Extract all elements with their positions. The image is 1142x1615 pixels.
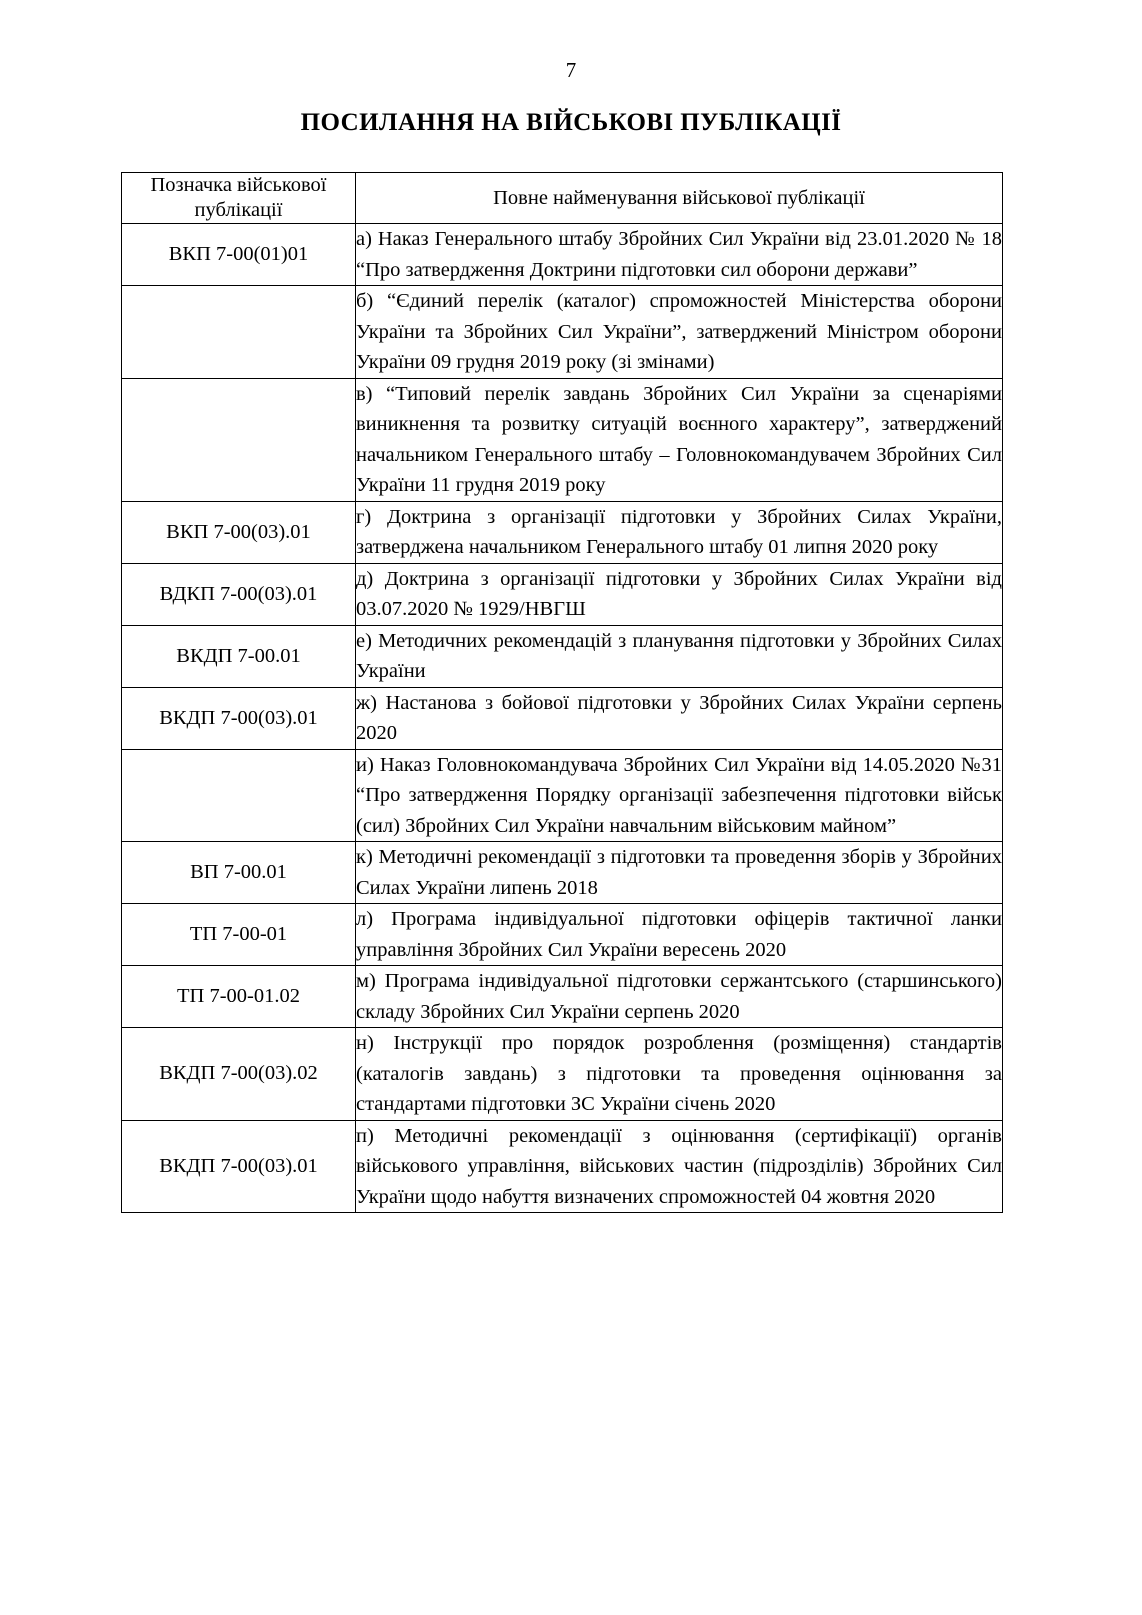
publication-code-cell: ВКП 7-00(03).01 (122, 501, 356, 563)
publication-name-cell (356, 749, 1003, 842)
table-row (122, 286, 1003, 379)
publication-name-cell (356, 224, 1003, 286)
table-row (122, 563, 1003, 625)
publication-code-cell: ВКДП 7-00(03).01 (122, 687, 356, 749)
page-number: 7 (565, 58, 577, 82)
publication-code-cell (122, 286, 356, 379)
table-row (122, 842, 1003, 904)
publication-name-cell (356, 286, 1003, 379)
publication-code-cell: ТП 7-00-01 (122, 904, 356, 966)
table-body (122, 224, 1003, 1213)
publication-name-cell (356, 625, 1003, 687)
publication-code-cell (122, 749, 356, 842)
publication-name-text: б) “Єдиний перелік (каталог) спроможностей Міністерства оборони України та Збройних Сил України”, затверджений Міністром оборони України 09 грудня 2019 року (зі змінами) (356, 290, 1002, 373)
publication-name-cell (356, 1028, 1003, 1121)
table-row (122, 1028, 1003, 1121)
publication-code-cell (122, 378, 356, 501)
publication-name-text: м) Програма індивідуальної підготовки сержантського (старшинського) складу Збройних Сил України серпень 2020 (356, 970, 1002, 1023)
column-header-publication-name: Повне найменування військової публікації (356, 173, 1003, 224)
publication-name-text: д) Доктрина з організації підготовки у Збройних Силах України від 03.07.2020 № 1929/НВГШ (356, 567, 1002, 620)
publication-code-cell: ВП 7-00.01 (122, 842, 356, 904)
table-row (122, 904, 1003, 966)
publication-name-text: н) Інструкції про порядок розроблення (розміщення) стандартів (каталогів завдань) з підготовки та проведення оцінювання за стандартами підготовки ЗС України січень 2020 (356, 1032, 1002, 1115)
table-row (122, 224, 1003, 286)
table-header (122, 173, 1003, 224)
table-header-row (122, 173, 1003, 224)
publication-code-cell: ТП 7-00-01.02 (122, 966, 356, 1028)
publication-name-text: в) “Типовий перелік завдань Збройних Сил України за сценаріями виникнення та розвитку ситуацій воєнного характеру”, затверджений начальником Генерального штабу – Головнокомандувачем Збройних Сил України 11 грудня 2019 року (356, 382, 1002, 496)
military-publications-table (121, 172, 1003, 1213)
publication-name-cell (356, 378, 1003, 501)
publication-code-cell: ВДКП 7-00(03).01 (122, 563, 356, 625)
publication-code-cell: ВКДП 7-00(03).01 (122, 1120, 356, 1213)
publication-name-cell (356, 501, 1003, 563)
table-row (122, 749, 1003, 842)
column-header-publication-code: Позначка військової публікації (122, 173, 356, 224)
table-row (122, 501, 1003, 563)
publication-name-text: е) Методичних рекомендацій з планування підготовки у Збройних Силах України (356, 629, 1002, 682)
publication-name-text: л) Програма індивідуальної підготовки офіцерів тактичної ланки управління Збройних Сил України вересень 2020 (356, 908, 1002, 961)
publication-name-text: к) Методичні рекомендації з підготовки та проведення зборів у Збройних Силах України липень 2018 (356, 846, 1002, 899)
publication-name-text: ж) Настанова з бойової підготовки у Збройних Силах України серпень 2020 (356, 691, 1002, 744)
table-row (122, 1120, 1003, 1213)
publication-code-cell: ВКДП 7-00.01 (122, 625, 356, 687)
publication-name-cell (356, 563, 1003, 625)
table-row (122, 625, 1003, 687)
publication-code-cell: ВКП 7-00(01)01 (122, 224, 356, 286)
publication-code-cell: ВКДП 7-00(03).02 (122, 1028, 356, 1121)
page-title: ПОСИЛАННЯ НА ВІЙСЬКОВІ ПУБЛІКАЦІЇ (300, 109, 842, 136)
publication-name-cell (356, 687, 1003, 749)
publication-name-text: г) Доктрина з організації підготовки у Збройних Силах України, затверджена начальником Генерального штабу 01 липня 2020 року (356, 505, 1002, 558)
publication-name-cell (356, 1120, 1003, 1213)
publication-name-text: и) Наказ Головнокомандувача Збройних Сил України від 14.05.2020 №31 “Про затвердження Порядку організації забезпечення підготовки військ (сил) Збройних Сил України навчальним військовим майном” (356, 753, 1002, 837)
publication-name-cell (356, 966, 1003, 1028)
table-row (122, 966, 1003, 1028)
table-row (122, 378, 1003, 501)
publication-name-text: а) Наказ Генерального штабу Збройних Сил України від 23.01.2020 № 18 “Про затвердження Доктрини підготовки сил оборони держави” (356, 228, 1002, 281)
publication-name-text: п) Методичні рекомендації з оцінювання (сертифікації) органів військового управління, військових частин (підрозділів) Збройних Сил України щодо набуття визначених спроможностей 04 жовтня 2020 (356, 1124, 1002, 1208)
publication-name-cell (356, 842, 1003, 904)
publication-name-cell (356, 904, 1003, 966)
table-row (122, 687, 1003, 749)
